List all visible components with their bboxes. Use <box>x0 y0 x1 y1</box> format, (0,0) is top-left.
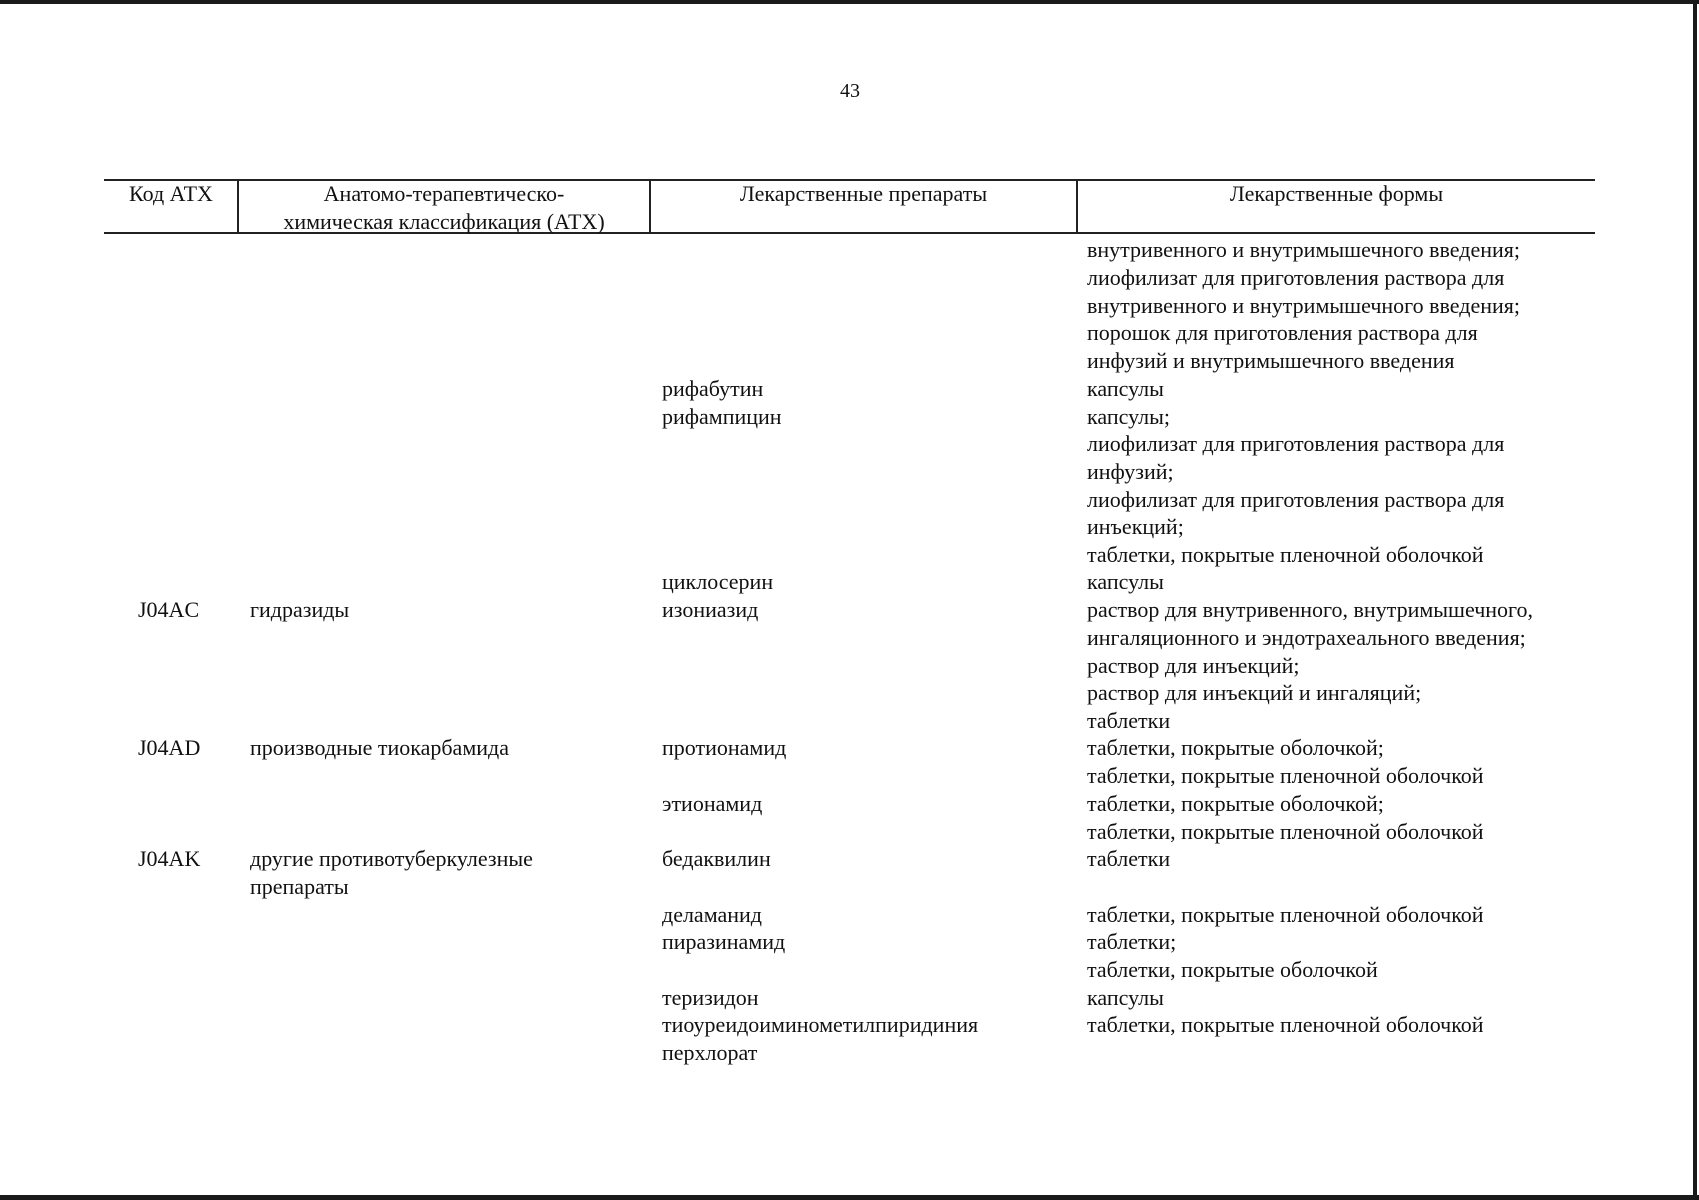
dosage-form: таблетки; <box>1087 929 1177 954</box>
drug-name: изониазид <box>662 597 759 622</box>
atc-class: гидразиды <box>250 597 350 622</box>
dosage-form: инъекций; <box>1087 514 1184 539</box>
dosage-form: лиофилизат для приготовления раствора для <box>1087 265 1505 290</box>
dosage-form: таблетки <box>1087 708 1171 733</box>
dosage-form: капсулы; <box>1087 404 1170 429</box>
dosage-form: таблетки, покрытые пленочной оболочкой <box>1087 542 1484 567</box>
header-forms <box>1078 180 1595 208</box>
header-code <box>104 180 238 208</box>
drug-name: тиоуреидоиминометилпиридиния <box>662 1012 979 1037</box>
drug-name: протионамид <box>662 735 787 760</box>
drug-name: пиразинамид <box>662 929 786 954</box>
dosage-form: внутривенного и внутримышечного введения; <box>1087 293 1520 318</box>
dosage-form: капсулы <box>1087 985 1164 1010</box>
atc-code: J04AK <box>138 846 201 871</box>
dosage-form: таблетки, покрытые оболочкой; <box>1087 791 1384 816</box>
scan-edge-top <box>0 0 1699 4</box>
scan-edge-right <box>1693 0 1697 1200</box>
drug-name: рифампицин <box>662 404 782 429</box>
dosage-form: инфузий; <box>1087 459 1174 484</box>
header-code-label: Код АТХ <box>129 181 213 206</box>
drug-name: деламанид <box>662 902 762 927</box>
header-classification-line1: Анатомо-терапевтическо- <box>323 181 565 206</box>
dosage-form: таблетки <box>1087 846 1171 871</box>
dosage-form: раствор для инъекций; <box>1087 653 1300 678</box>
dosage-form: таблетки, покрытые пленочной оболочкой <box>1087 1012 1484 1037</box>
dosage-form: капсулы <box>1087 569 1164 594</box>
header-drugs <box>651 180 1076 208</box>
dosage-form: таблетки, покрытые пленочной оболочкой <box>1087 763 1484 788</box>
drug-name: перхлорат <box>662 1040 758 1065</box>
drug-name: этионамид <box>662 791 763 816</box>
dosage-form: раствор для инъекций и ингаляций; <box>1087 680 1422 705</box>
scan-edge-bottom <box>0 1195 1699 1200</box>
page-number: 43 <box>840 80 860 102</box>
atc-code: J04AC <box>138 597 200 622</box>
dosage-form: таблетки, покрытые оболочкой; <box>1087 735 1384 760</box>
dosage-form: порошок для приготовления раствора для <box>1087 320 1478 345</box>
drug-name: циклосерин <box>662 569 774 594</box>
atc-class: производные тиокарбамида <box>250 735 509 760</box>
dosage-form: таблетки, покрытые пленочной оболочкой <box>1087 819 1484 844</box>
drug-name: рифабутин <box>662 376 764 401</box>
dosage-form: таблетки, покрытые пленочной оболочкой <box>1087 902 1484 927</box>
atc-class: другие противотуберкулезные <box>250 846 533 871</box>
header-drugs-label: Лекарственные препараты <box>739 181 988 206</box>
drug-name: теризидон <box>662 985 759 1010</box>
dosage-form: ингаляционного и эндотрахеального введения; <box>1087 625 1526 650</box>
atc-class: препараты <box>250 874 349 899</box>
dosage-form: раствор для внутривенного, внутримышечного, <box>1087 597 1534 622</box>
dosage-form: капсулы <box>1087 376 1164 401</box>
dosage-form: лиофилизат для приготовления раствора для <box>1087 431 1505 456</box>
header-forms-label: Лекарственные формы <box>1229 181 1444 206</box>
header-classification-line2: химическая классификация (АТХ) <box>283 209 605 234</box>
dosage-form: внутривенного и внутримышечного введения; <box>1087 237 1520 262</box>
dosage-form: лиофилизат для приготовления раствора для <box>1087 487 1505 512</box>
drug-name: бедаквилин <box>662 846 771 871</box>
header-classification <box>239 180 649 236</box>
atc-code: J04AD <box>138 735 201 760</box>
dosage-form: инфузий и внутримышечного введения <box>1087 348 1455 373</box>
dosage-form: таблетки, покрытые оболочкой <box>1087 957 1378 982</box>
